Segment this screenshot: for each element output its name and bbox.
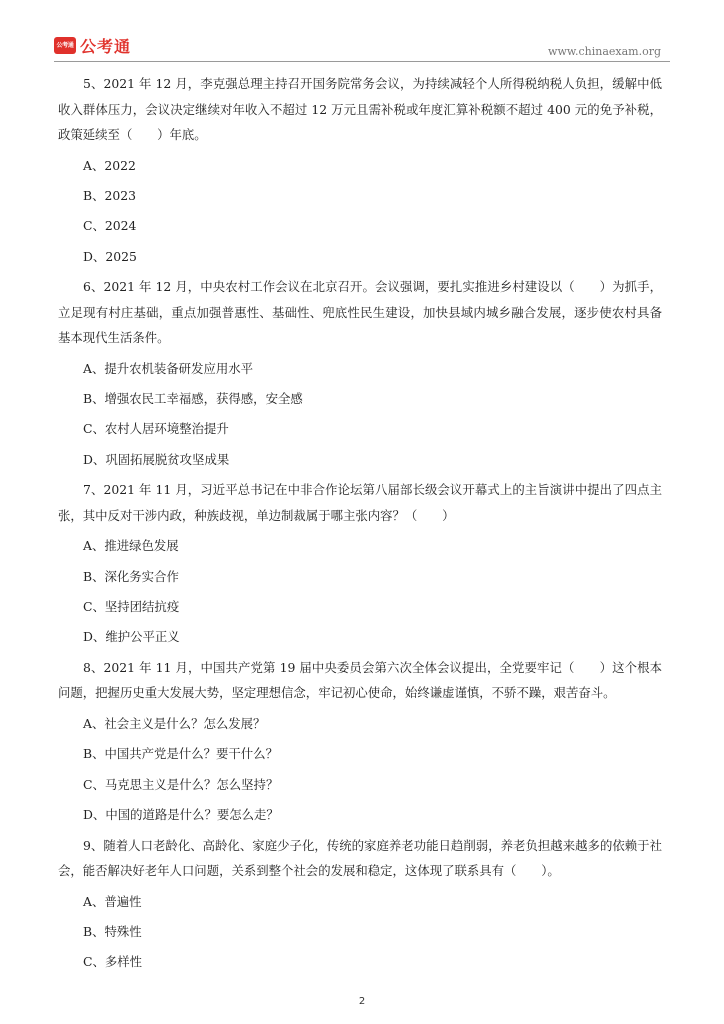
question-6-option-d: D、巩固拓展脱贫攻坚成果 bbox=[83, 451, 230, 467]
question-5-option-b: B、2023 bbox=[83, 187, 137, 203]
question-5-option-c: C、2024 bbox=[83, 218, 137, 234]
question-7-option-d: D、维护公平正义 bbox=[83, 629, 180, 645]
question-7-text: 7、2021 年 11 月，习近平总书记在中非合作论坛第八届部长级会议开幕式上的主旨演讲中提出了四点主张，其中反对干涉内政，种族歧视，单边制裁属于哪主张内容？（ ） bbox=[58, 482, 662, 523]
question-7-option-c: C、坚持团结抗疫 bbox=[83, 599, 180, 615]
question-8-option-d: D、中国的道路是什么？要怎么走？ bbox=[83, 807, 279, 823]
question-6-option-b: B、增强农民工幸福感，获得感，安全感 bbox=[83, 391, 303, 407]
question-7-option-b: B、深化务实合作 bbox=[83, 568, 179, 584]
header-divider bbox=[54, 61, 670, 62]
question-8-option-c: C、马克思主义是什么？怎么坚持？ bbox=[83, 776, 279, 792]
question-6-text: 6、2021 年 12 月，中央农村工作会议在北京召开。会议强调，要扎实推进乡村建设以（ ）为抓手，立足现有村庄基础，重点加强普惠性、基础性、兜底性民生建设，加快县域内城乡融合发展，逐步使农村具备基本现代生活条件。 bbox=[58, 279, 662, 346]
question-8-option-a: A、社会主义是什么？怎么发展？ bbox=[83, 715, 266, 731]
question-5-option-d: D、2025 bbox=[83, 248, 137, 264]
question-8-text: 8、2021 年 11 月，中国共产党第 19 届中央委员会第六次全体会议提出，全党要牢记（ ）这个根本问题，把握历史重大发展大势，坚定理想信念，牢记初心使命，始终谦虚谨慎，不骄不躁，艰苦奋斗。 bbox=[58, 659, 662, 701]
question-7-option-a: A、推进绿色发展 bbox=[83, 538, 179, 554]
question-list bbox=[58, 71, 662, 978]
question-9-text: 9、随着人口老龄化、高龄化、家庭少子化，传统的家庭养老功能日趋削弱，养老负担越来越多的依赖于社会，能否解决好老年人口问题，关系到整个社会的发展和稳定，这体现了联系具有（ ）。 bbox=[58, 837, 662, 878]
logo-badge: 公考通 bbox=[54, 37, 76, 54]
question-6-option-c: C、农村人居环境整治提升 bbox=[83, 421, 229, 437]
page-header bbox=[0, 0, 724, 62]
question-5-option-a: A、2022 bbox=[83, 157, 136, 173]
question-9-option-c: C、多样性 bbox=[83, 954, 143, 970]
logo-text: 公考通 bbox=[80, 37, 132, 56]
site-url: www.chinaexam.org bbox=[548, 45, 661, 58]
question-9-option-a: A、普遍性 bbox=[83, 893, 142, 909]
question-6-option-a: A、提升农机装备研发应用水平 bbox=[83, 360, 254, 376]
logo bbox=[54, 34, 131, 57]
question-5-text: 5、2021 年 12 月，李克强总理主持召开国务院常务会议，为持续减轻个人所得税纳税人负担，缓解中低收入群体压力，会议决定继续对年收入不超过 12 万元且需补税或年度汇算补税额不超过 400 元的免予补税，政策延续至（ ）年底。 bbox=[58, 76, 662, 142]
question-8-option-b: B、中国共产党是什么？要干什么？ bbox=[83, 746, 278, 762]
page-number: 2 bbox=[358, 996, 366, 1007]
question-9-option-b: B、特殊性 bbox=[83, 923, 142, 939]
